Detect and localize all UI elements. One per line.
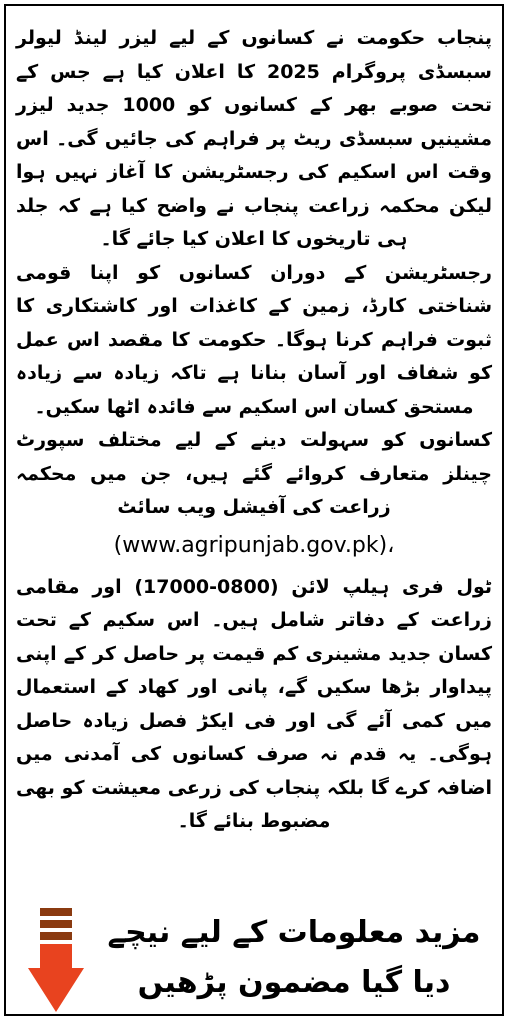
arrow-stripe-1 [40, 908, 72, 916]
article-paragraph-3: کسانوں کو سہولت دینے کے لیے مختلف سپورٹ چینلز متعارف کروائے گئے ہیں، جن میں محکمہ زراعت کی آفیشل ویب سائٹ [16, 429, 492, 518]
footer-banner [6, 902, 502, 1016]
arrow-stripe-2 [40, 920, 72, 928]
article-paragraph-1: پنجاب حکومت نے کسانوں کے لیے لیزر لینڈ لیولر سبسڈی پروگرام 2025 کا اعلان کیا ہے جس کے تحت صوبے بھر کے کسانوں کو 1000 جدید لیزر مشینیں سبسڈی ریٹ پر فراہم کی جائیں گی۔ اس وقت اس اسکیم کی رجسٹریشن کا آغاز نہیں ہوا لیکن محکمہ زراعت پنجاب نے واضح کیا ہے کہ جلد ہی تاریخوں کا اعلان کیا جائے گا۔ [16, 27, 492, 250]
article-body [16, 22, 492, 839]
cta-line-1: مزید معلومات کے لیے نیچے [107, 915, 481, 950]
cta-text [98, 908, 490, 1008]
arrow-stripe-3 [40, 932, 72, 940]
cta-line-2: دیا گیا مضمون پڑھیں [137, 965, 451, 1000]
arrow-head [28, 968, 84, 1012]
article-paragraph-4: ٹول فری ہیلپ لائن (0800-17000) اور مقامی زراعت کے دفاتر شامل ہیں۔ اس سکیم کے تحت کسان جدید مشینری کم قیمت پر حاصل کر کے اپنی پیداوار بڑھا سکیں گے، پانی اور کھاد کے استعمال میں کمی آئے گی اور فی ایکڑ فصل زیادہ حاصل ہوگی۔ یہ قدم نہ صرف کسانوں کی آمدنی میں اضافہ کرے گا بلکہ پنجاب کی زرعی معیشت کو بھی مضبوط بنائے گا۔ [16, 575, 492, 832]
arrow-shaft [40, 944, 72, 970]
article-frame [4, 4, 504, 1016]
down-arrow-icon [28, 908, 84, 1012]
article-paragraph-2: رجسٹریشن کے دوران کسانوں کو اپنا قومی شناختی کارڈ، زمین کے کاغذات اور کاشتکاری کا ثبوت فراہم کرنا ہوگا۔ حکومت کا مقصد اس عمل کو شفاف اور آسان بنانا ہے تاکہ زیادہ سے زیادہ مستحق کسان اس اسکیم سے فائدہ اٹھا سکیں۔ [16, 261, 492, 418]
website-link[interactable]: (www.agripunjab.gov.pk)، [113, 532, 395, 558]
